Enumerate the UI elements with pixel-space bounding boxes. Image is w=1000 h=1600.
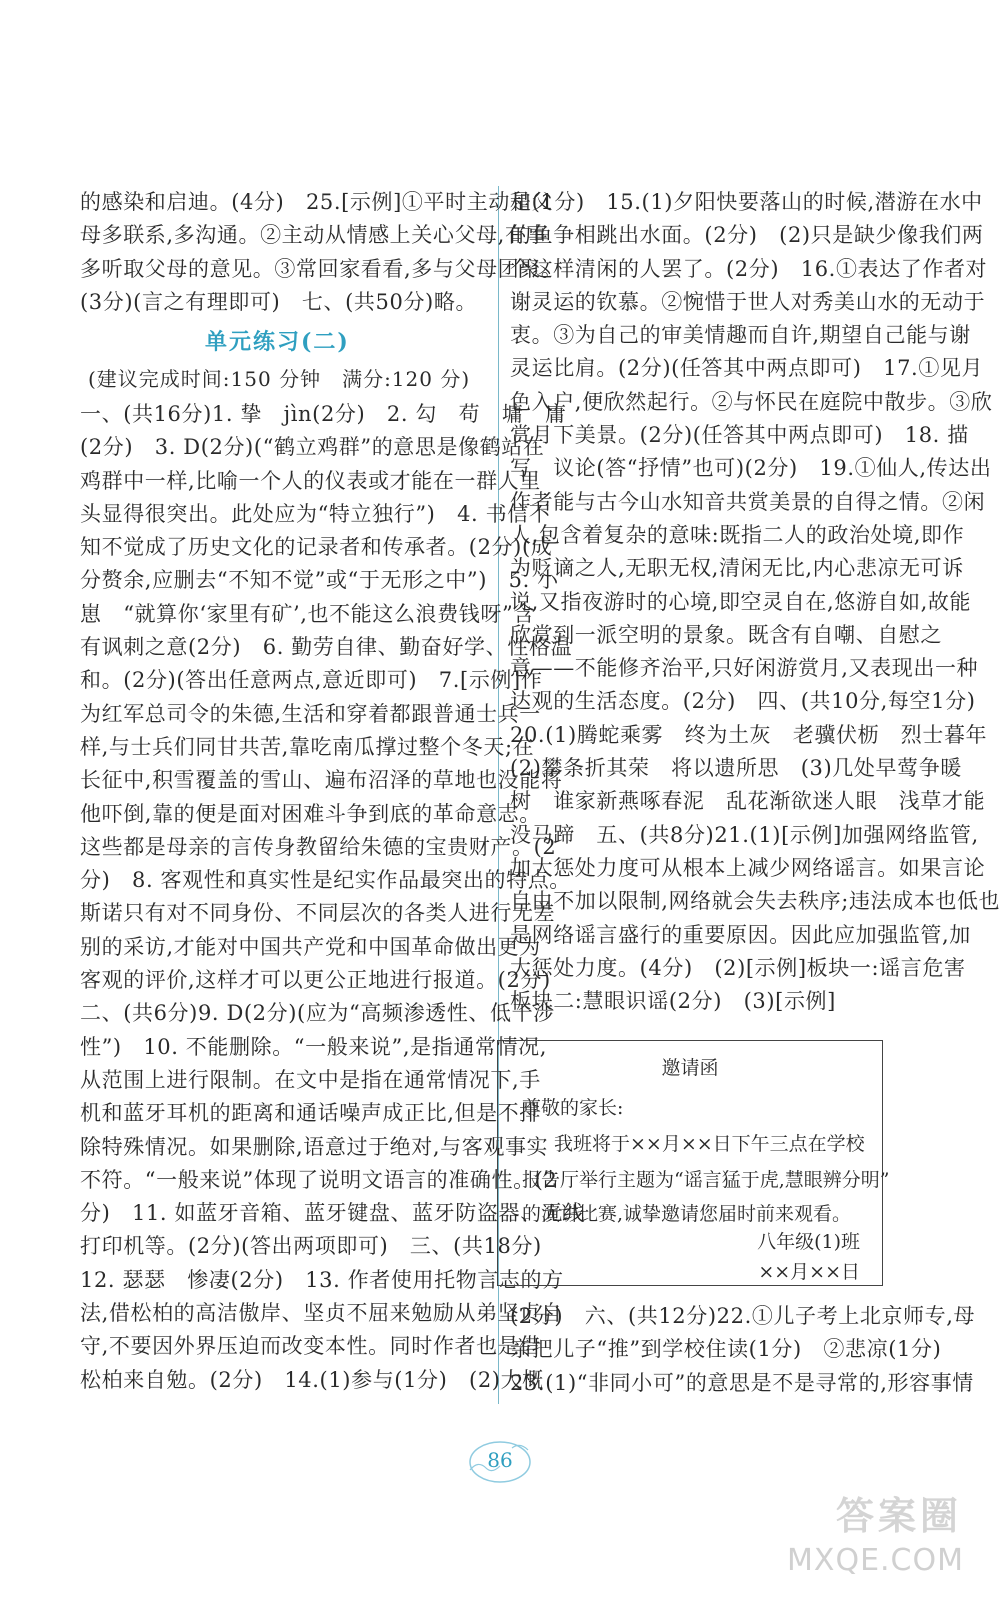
letter-greeting: 尊敬的家长: <box>522 1097 624 1119</box>
text-line: 他吓倒,靠的便是面对困难斗争到底的革命意志。 <box>80 801 541 826</box>
text-line: (2分) 六、(共12分)22.①儿子考上北京师专,母 <box>510 1304 976 1328</box>
text-line: 打印机等。(2分)(答出两项即可) 三、(共18分) <box>80 1234 542 1259</box>
text-line: 性”) 10. 不能删除。“一般来说”,是指通常情况, <box>80 1034 548 1059</box>
text-line: 人,包含着复杂的意味:既指二人的政治处境,即作 <box>510 522 965 547</box>
text-line: 说,又指夜游时的心境,即空灵自在,悠游自如,故能 <box>510 589 972 614</box>
text-line: 没马蹄 五、(共8分)21.(1)[示例]加强网络监管, <box>510 822 979 847</box>
text-line: 色入户,便欣然起行。②与怀民在庭院中散步。③欣 <box>510 389 993 414</box>
text-line: (3分)(言之有理即可) 七、(共50分)略。 <box>80 289 478 314</box>
text-line: 法,借松柏的高洁傲岸、坚贞不屈来勉励从弟坚贞自 <box>80 1301 563 1326</box>
text-line: 一、(共16分)1. 挚 jìn(2分) 2. 勾 苟 墉 庸 <box>80 402 567 426</box>
text-line: 12. 瑟瑟 惨凄(2分) 13. 作者使用托物言志的方 <box>80 1267 564 1292</box>
text-line: 赏月下美景。(2分)(任答其中两点即可) 18. 描 <box>510 423 969 448</box>
text-line: 的感染和启迪。(4分) 25.[示例]①平时主动和父 <box>80 190 554 214</box>
text-line: 达观的生活态度。(2分) 四、(共10分,每空1分) <box>510 689 976 714</box>
section-subtitle: (建议完成时间:150 分钟 满分:120 分) <box>88 367 471 391</box>
letter-date: ××月××日 <box>758 1261 860 1283</box>
text-line: 是网络谣言盛行的重要原因。因此应加强监管,加 <box>510 922 971 947</box>
text-line: 机和蓝牙耳机的距离和通话噪声成正比,但是不排 <box>80 1101 541 1126</box>
letter-signature: 八年级(1)班 <box>757 1231 860 1253</box>
text-line: 个这样清闲的人罢了。(2分) 16.①表达了作者对 <box>510 256 988 281</box>
text-line: 分) 11. 如蓝牙音箱、蓝牙键盘、蓝牙防盗器、无线 <box>80 1201 585 1226</box>
text-line: 灵运比肩。(2分)(任答其中两点即可) 17.①见月 <box>510 356 984 381</box>
right-bottom-text <box>510 1300 975 1400</box>
text-line: 23.(1)“非同小可”的意思是不是寻常的,形容事情 <box>510 1370 974 1395</box>
page-number: 86 <box>487 1448 513 1472</box>
text-line: 知不觉成了历史文化的记录者和传承者。(2分)(成 <box>80 535 553 560</box>
right-column-text <box>510 186 1000 1018</box>
letter-title: 邀请函 <box>661 1057 719 1079</box>
letter-body-line: 的演讲比赛,诚挚邀请您届时前来观看。 <box>522 1203 852 1225</box>
text-line: 自由不加以限制,网络就会失去秩序;违法成本也低也 <box>510 889 1000 914</box>
text-line: 和。(2分)(答出任意两点,意近即可) 7.[示例]作 <box>80 668 543 693</box>
text-line: 的鱼争相跳出水面。(2分) (2)只是缺少像我们两 <box>510 223 984 248</box>
text-line: 鸡群中一样,比喻一个人的仪表或才能在一群人里 <box>80 468 541 493</box>
watermark-logo <box>787 1494 982 1588</box>
left-top-text <box>80 186 562 319</box>
letter-body-line: 我班将于××月××日下午三点在学校 <box>554 1133 865 1155</box>
text-line: 二、(共6分)9. D(2分)(应为“高频渗透性、低干涉 <box>80 1001 555 1026</box>
text-line: 崽 “就算你‘家里有矿’,也不能这么浪费钱呀”含 <box>80 601 535 626</box>
text-line: 这些都是母亲的言传身教留给朱德的宝贵财产。(2 <box>80 834 557 859</box>
text-line: 别的采访,才能对中国共产党和中国革命做出更为 <box>80 934 541 959</box>
text-line: 从范围上进行限制。在文中是指在通常情况下,手 <box>80 1067 541 1092</box>
section-title: 单元练习(二) <box>205 329 350 355</box>
text-line: 欣赏到一派空明的景象。既含有自嘲、自慰之 <box>510 622 942 647</box>
text-line: 作者能与古今山水知音共赏美景的自得之情。②闲 <box>510 489 986 514</box>
text-line: (2分) 3. D(2分)(“鹤立鸡群”的意思是像鹤站在 <box>80 435 545 460</box>
text-line: 客观的评价,这样才可以更公正地进行报道。(2分) <box>80 968 551 993</box>
text-line: 除特殊情况。如果删除,语意过于绝对,与客观事实 <box>80 1134 549 1159</box>
watermark-url: MXQE.COM <box>787 1543 964 1578</box>
text-line: 是(1分) 15.(1)夕阳快要落山的时候,潜游在水中 <box>510 190 983 214</box>
text-line: 意——不能修齐治平,只好闲游赏月,又表现出一种 <box>510 656 979 681</box>
watermark-title: 答案圈 <box>835 1494 962 1538</box>
text-line: 守,不要因外界压迫而改变本性。同时作者也是借 <box>80 1334 541 1359</box>
text-line: 谢灵运的钦慕。②惋惜于世人对秀美山水的无动于 <box>510 289 986 314</box>
text-line: 板块二:慧眼识谣(2分) (3)[示例] <box>510 989 836 1014</box>
text-line: 写 议论(答“抒情”也可)(2分) 19.①仙人,传达出 <box>510 456 992 481</box>
text-line: 为贬谪之人,无职无权,清闲无比,内心悲凉无可诉 <box>510 556 964 581</box>
text-line: 树 谁家新燕啄春泥 乱花渐欲迷人眼 浅草才能 <box>510 789 986 814</box>
text-line: (2)攀条折其荣 将以遗所思 (3)几处早莺争暖 <box>510 756 962 781</box>
text-line: 有讽刺之意(2分) 6. 勤劳自律、勤奋好学、性格温 <box>80 635 573 660</box>
text-line: 分赘余,应删去“不知不觉”或“于无形之中”) 5. 小 <box>80 568 559 593</box>
text-line: 长征中,积雪覆盖的雪山、遍布沼泽的草地也没能将 <box>80 768 563 793</box>
invitation-letter-box <box>497 1040 890 1286</box>
text-line: 不符。“一般来说”体现了说明文语言的准确性。(2 <box>80 1167 558 1192</box>
text-line: 20.(1)腾蛇乘雾 终为土灰 老骥伏枥 烈士暮年 <box>510 722 988 747</box>
text-line: 头显得很突出。此处应为“特立独行”) 4. 书信不 <box>80 501 551 526</box>
text-line: 为红军总司令的朱德,生活和穿着都跟普通士兵一 <box>80 701 541 726</box>
text-line: 大惩处力度。(4分) (2)[示例]板块一:谣言危害 <box>510 955 966 980</box>
text-line: 加大惩处力度可从根本上减少网络谣言。如果言论 <box>510 855 986 880</box>
text-line: 斯诺只有对不同身份、不同层次的各类人进行无差 <box>80 901 556 926</box>
text-line: 衷。③为自己的审美情趣而自许,期望自己能与谢 <box>510 323 971 348</box>
text-line: 松柏来自勉。(2分) 14.(1)参与(1分) (2)大概 <box>80 1367 544 1392</box>
text-line: 样,与士兵们同甘共苦,靠吃南瓜撑过整个冬天;在 <box>80 734 535 759</box>
text-line: 母多联系,多沟通。②主动从情感上关心父母,有事 <box>80 223 549 248</box>
text-line: 多听取父母的意见。③常回家看看,多与父母团聚。 <box>80 256 563 281</box>
letter-body-line: 报告厅举行主题为“谣言猛于虎,慧眼辨分明” <box>522 1169 890 1191</box>
text-line: 亲把儿子“推”到学校住读(1分) ②悲凉(1分) <box>510 1337 942 1362</box>
text-line: 分) 8. 客观性和真实性是纪实作品最突出的特点。 <box>80 868 571 893</box>
